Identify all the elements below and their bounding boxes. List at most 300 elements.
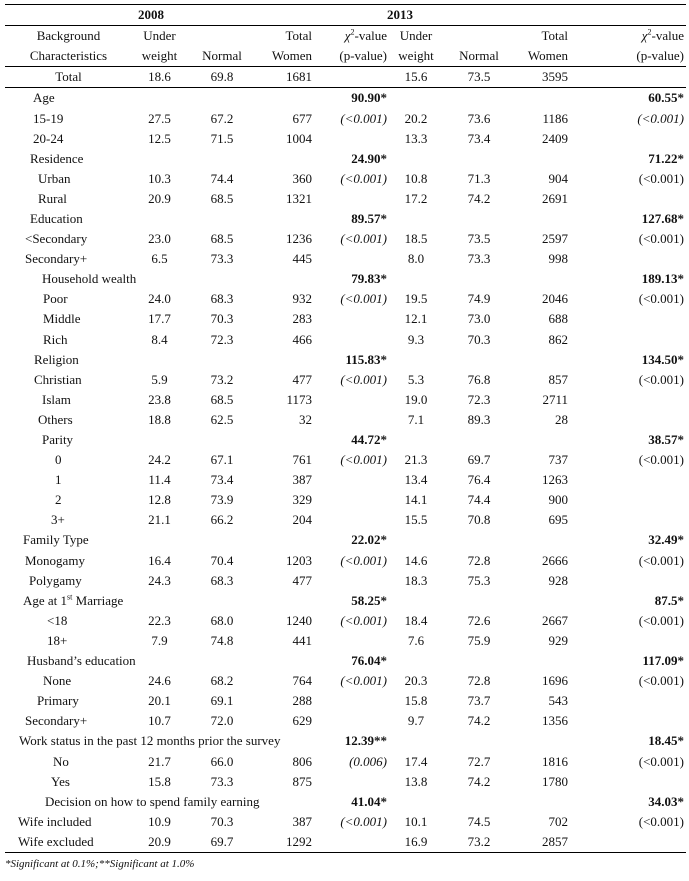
table-row	[5, 470, 686, 490]
cell-normal-2008: 67.2	[210, 110, 234, 126]
cell-total-2013: 2857	[513, 832, 568, 853]
cell-total-2008: 387	[292, 472, 312, 488]
category-title: Age	[33, 90, 55, 106]
cell-normal-2008: 70.3	[210, 311, 234, 327]
cell-p-2008	[312, 249, 387, 269]
cell-normal-2013: 72.3	[467, 391, 491, 407]
cell-normal-2013: 71.3	[467, 170, 491, 186]
cell-p-2008: (<0.001)	[340, 452, 387, 468]
cell-underweight-2013: 18.4	[404, 612, 428, 628]
cell-p-2008	[312, 309, 387, 329]
cell-underweight-2008: 10.9	[148, 813, 171, 829]
row-label: Christian	[34, 371, 82, 387]
cell-total-2013: 28	[555, 411, 568, 427]
row-label: Secondary+	[25, 251, 88, 267]
table-row	[5, 450, 686, 470]
cell-underweight-2013: 19.5	[404, 291, 428, 307]
cell-normal-2013: 73.3	[467, 251, 491, 267]
cell-p-2013	[568, 772, 686, 792]
cell-p-2008	[312, 490, 387, 510]
underweight-heading-2013-1: Under	[387, 26, 445, 47]
cell-p-2008	[312, 189, 387, 209]
underweight-heading-2008-1: Under	[132, 26, 187, 47]
cell-total-2008: 629	[292, 713, 312, 729]
table-row	[5, 812, 686, 832]
cell-underweight-2008: 16.4	[148, 552, 171, 568]
table-row	[5, 490, 686, 510]
category-row	[5, 530, 686, 550]
chi-value-2013: 134.50*	[641, 351, 684, 367]
cell-normal-2013: 70.3	[467, 331, 491, 347]
cell-p-2013	[568, 832, 686, 853]
cell-p-2008	[312, 67, 387, 88]
cell-p-2008: (<0.001)	[340, 552, 387, 568]
total-heading-2013-2: Women	[513, 46, 568, 67]
chi-value-2013: 117.09*	[642, 653, 684, 669]
row-label: Wife excluded	[5, 832, 132, 853]
table-row	[5, 249, 686, 269]
chi-value-2013: 38.57*	[648, 432, 684, 448]
row-label: 3+	[51, 512, 65, 528]
row-label: Polygamy	[29, 572, 82, 588]
cell-underweight-2008: 12.5	[148, 130, 171, 146]
cell-total-2013: 702	[548, 813, 568, 829]
total-heading-2013-1: Total	[513, 26, 568, 47]
cell-total-2013: 998	[548, 251, 568, 267]
chi-value-2013: 71.22*	[648, 150, 684, 166]
cell-total-2013: 1780	[542, 773, 568, 789]
cell-p-2013	[568, 330, 686, 350]
row-label: Islam	[42, 391, 71, 407]
cell-underweight-2008: 17.7	[148, 311, 171, 327]
category-row	[5, 651, 686, 671]
row-label: None	[43, 673, 72, 689]
cell-underweight-2013: 14.6	[404, 552, 428, 568]
cell-p-2013	[568, 249, 686, 269]
cell-p-2013	[568, 309, 686, 329]
chi-value-2013: 87.5*	[654, 592, 684, 608]
cell-total-2008: 329	[292, 492, 312, 508]
underweight-heading-2008-2: weight	[132, 46, 187, 67]
cell-total-2008: 875	[292, 773, 312, 789]
cell-total-2008: 1292	[257, 832, 312, 853]
cell-total-2013: 1186	[542, 110, 568, 126]
cell-underweight-2008: 8.4	[151, 331, 168, 347]
category-row	[5, 731, 686, 751]
total-row	[5, 67, 686, 88]
cell-p-2013: (<0.001)	[638, 552, 684, 568]
chi-value-2008: 24.90*	[351, 150, 387, 166]
cell-normal-2013: 72.6	[467, 612, 491, 628]
year-2013-heading: 2013	[387, 5, 513, 26]
table-row	[5, 510, 686, 530]
cell-total-2008: 204	[292, 512, 312, 528]
table-row	[5, 370, 686, 390]
row-label: Secondary+	[25, 713, 88, 729]
cell-underweight-2008: 12.8	[148, 492, 171, 508]
cell-total-2013: 2711	[542, 391, 568, 407]
cell-total-2013: 862	[548, 331, 568, 347]
chi-value-2013: 60.55*	[648, 90, 684, 106]
cell-normal-2013: 74.2	[467, 190, 491, 206]
row-label: Others	[38, 411, 73, 427]
cell-normal-2013: 75.3	[467, 572, 491, 588]
cell-p-2008	[312, 711, 387, 731]
chi-value-2008: 115.83*	[345, 351, 387, 367]
background-heading-1: Background	[5, 26, 132, 47]
cell-total-2013: 2666	[542, 552, 568, 568]
cell-p-2013	[568, 129, 686, 149]
cell-underweight-2013: 21.3	[404, 452, 428, 468]
chi-value-2008: 89.57*	[351, 210, 387, 226]
normal-heading-2008: Normal	[187, 46, 257, 67]
cell-normal-2008: 62.5	[210, 411, 234, 427]
row-label: Wife included	[18, 813, 92, 829]
table-body	[5, 67, 686, 853]
cell-underweight-2008: 5.9	[151, 371, 168, 387]
cell-underweight-2008: 7.9	[151, 632, 168, 648]
cell-total-2008: 1004	[286, 130, 312, 146]
row-label: Poor	[43, 291, 68, 307]
year-2008-heading: 2008	[132, 5, 257, 26]
cell-total-2008: 477	[292, 572, 312, 588]
category-row	[5, 350, 686, 370]
chi-value-2008: 12.39**	[344, 733, 387, 749]
cell-normal-2008: 69.8	[187, 67, 257, 88]
cell-underweight-2008: 27.5	[148, 110, 171, 126]
cell-normal-2008: 73.3	[210, 773, 234, 789]
cell-total-2013: 928	[548, 572, 568, 588]
cell-underweight-2008: 15.8	[148, 773, 171, 789]
cell-total-2013: 2667	[542, 612, 568, 628]
underweight-heading-2013-2: weight	[387, 46, 445, 67]
cell-normal-2008: 68.5	[210, 391, 234, 407]
cell-total-2013: 543	[548, 693, 568, 709]
chi-value-2013: 127.68*	[641, 210, 684, 226]
category-title: Husband’s education	[27, 653, 136, 669]
category-row	[5, 88, 686, 109]
table-row	[5, 390, 686, 410]
cell-total-2008: 466	[292, 331, 312, 347]
cell-total-2008: 477	[292, 371, 312, 387]
row-label: Yes	[51, 773, 70, 789]
cell-underweight-2013: 18.5	[404, 231, 428, 247]
cell-normal-2008: 74.8	[210, 632, 234, 648]
table-row	[5, 410, 686, 430]
cell-total-2008: 761	[292, 452, 312, 468]
table-row	[5, 108, 686, 128]
cell-total-2008: 1681	[257, 67, 312, 88]
category-row	[5, 269, 686, 289]
cell-underweight-2008: 6.5	[151, 251, 168, 267]
cell-total-2008: 764	[292, 673, 312, 689]
category-title: Parity	[42, 432, 74, 448]
chi-heading-2013-1: $\chi^2$-value	[568, 26, 686, 47]
cell-normal-2008: 68.5	[210, 190, 234, 206]
cell-total-2013: 1816	[542, 753, 568, 769]
cell-total-2008: 32	[299, 411, 312, 427]
cell-underweight-2008: 24.3	[148, 572, 171, 588]
table-row	[5, 289, 686, 309]
cell-total-2013: 1263	[542, 472, 568, 488]
cell-p-2013	[568, 470, 686, 490]
year-header-row	[5, 5, 686, 26]
cell-p-2008	[312, 390, 387, 410]
cell-p-2013	[568, 691, 686, 711]
cell-total-2013: 2597	[542, 231, 568, 247]
cell-total-2008: 1203	[286, 552, 312, 568]
chi-value-2008: 58.25*	[351, 592, 387, 608]
cell-p-2008: (<0.001)	[340, 110, 387, 126]
cell-normal-2013: 73.2	[445, 832, 513, 853]
cell-p-2008: (<0.001)	[340, 673, 387, 689]
category-title: Decision on how to spend family earning	[45, 793, 260, 809]
cell-total-2013: 1696	[542, 673, 568, 689]
cell-underweight-2008: 20.9	[148, 190, 171, 206]
cell-underweight-2013: 12.1	[404, 311, 428, 327]
cell-normal-2013: 74.4	[467, 492, 491, 508]
cell-total-2008: 288	[292, 693, 312, 709]
cell-normal-2013: 72.8	[467, 552, 491, 568]
chi-value-2008: 44.72*	[351, 432, 387, 448]
cell-normal-2013: 74.9	[467, 291, 491, 307]
table-row	[5, 129, 686, 149]
category-row	[5, 792, 686, 812]
cell-underweight-2008: 11.4	[148, 472, 171, 488]
cell-underweight-2013: 16.9	[387, 832, 445, 853]
cell-p-2008: (0.006)	[349, 753, 387, 769]
cell-p-2013	[568, 571, 686, 591]
cell-normal-2013: 76.8	[467, 371, 491, 387]
cell-normal-2008: 69.1	[210, 693, 234, 709]
cell-underweight-2008: 23.0	[148, 231, 171, 247]
cell-total-2013: 900	[548, 492, 568, 508]
cell-total-2013: 929	[548, 632, 568, 648]
cell-underweight-2013: 5.3	[407, 371, 425, 387]
cell-total-2008: 1321	[286, 190, 312, 206]
table-row	[5, 571, 686, 591]
cell-normal-2008: 66.0	[210, 753, 234, 769]
cell-underweight-2013: 18.3	[404, 572, 428, 588]
row-label: 18+	[47, 632, 68, 648]
table-footnote: *Significant at 0.1%;**Significant at 1.0%	[5, 858, 195, 870]
cell-p-2008	[312, 772, 387, 792]
table-row	[5, 691, 686, 711]
table-row	[5, 330, 686, 350]
cell-underweight-2013: 7.6	[407, 632, 425, 648]
cell-underweight-2008: 22.3	[148, 612, 171, 628]
cell-underweight-2008: 24.2	[148, 452, 171, 468]
cell-normal-2013: 73.6	[467, 110, 491, 126]
row-label: Monogamy	[25, 552, 85, 568]
column-header-row-2	[5, 46, 686, 67]
cell-underweight-2013: 19.0	[404, 391, 428, 407]
chi-value-2008: 79.83*	[351, 271, 387, 287]
cell-underweight-2013: 20.3	[404, 673, 428, 689]
cell-total-2013: 904	[548, 170, 568, 186]
cell-underweight-2008: 10.7	[148, 713, 171, 729]
cell-underweight-2013: 17.2	[404, 190, 428, 206]
cell-total-2013: 857	[548, 371, 568, 387]
cell-p-2013	[568, 490, 686, 510]
cell-underweight-2013: 17.4	[404, 753, 428, 769]
cell-total-2013: 2046	[542, 291, 568, 307]
row-label: Urban	[38, 170, 71, 186]
cell-normal-2008: 68.5	[210, 231, 234, 247]
row-label: Primary	[37, 693, 79, 709]
cell-total-2008: 387	[292, 813, 312, 829]
cell-normal-2008: 69.7	[187, 832, 257, 853]
chi-value-2008: 22.02*	[351, 532, 387, 548]
table-row	[5, 772, 686, 792]
cell-total-2008: 283	[292, 311, 312, 327]
cell-p-2008: (<0.001)	[340, 231, 387, 247]
cell-p-2008	[312, 691, 387, 711]
category-title: Work status in the past 12 months prior the survey	[19, 733, 281, 749]
cell-p-2008	[312, 129, 387, 149]
table-row	[5, 189, 686, 209]
chi-value-2013: 18.45*	[648, 733, 684, 749]
cell-p-2013	[568, 410, 686, 430]
cell-normal-2008: 72.3	[210, 331, 234, 347]
cell-p-2013	[568, 510, 686, 530]
total-heading-2008-1: Total	[257, 26, 312, 47]
table-row	[5, 169, 686, 189]
cell-underweight-2013: 7.1	[407, 411, 425, 427]
cell-total-2013: 737	[548, 452, 568, 468]
cell-p-2013	[568, 711, 686, 731]
row-label: 2	[55, 492, 62, 508]
cell-normal-2008: 73.4	[210, 472, 234, 488]
row-label: 20-24	[33, 130, 64, 146]
cell-underweight-2008: 18.6	[132, 67, 187, 88]
cell-normal-2013: 73.0	[467, 311, 491, 327]
cell-p-2013	[568, 390, 686, 410]
cell-normal-2013: 72.8	[467, 673, 491, 689]
total-heading-2008-2: Women	[257, 46, 312, 67]
cell-normal-2008: 73.3	[210, 251, 234, 267]
table-row	[5, 832, 686, 853]
cell-p-2008	[312, 631, 387, 651]
cell-p-2013: (<0.001)	[638, 231, 684, 247]
cell-underweight-2008: 20.9	[132, 832, 187, 853]
row-label: 0	[55, 452, 62, 468]
column-header-row-1	[5, 26, 686, 47]
cell-p-2008	[312, 330, 387, 350]
cell-normal-2013: 73.5	[445, 67, 513, 88]
cell-underweight-2013: 20.2	[404, 110, 428, 126]
cell-normal-2008: 74.4	[210, 170, 234, 186]
cell-total-2013: 1356	[542, 713, 568, 729]
cell-p-2013: (<0.001)	[638, 673, 684, 689]
cell-p-2013: (<0.001)	[638, 813, 684, 829]
cell-p-2008	[312, 410, 387, 430]
category-title: Religion	[34, 351, 79, 367]
cell-normal-2013: 72.7	[467, 753, 491, 769]
row-label: 15-19	[33, 110, 64, 126]
p-heading-2013: (p-value)	[568, 46, 686, 67]
category-title: Education	[30, 210, 83, 226]
row-label: Rural	[38, 190, 67, 206]
cell-p-2008: (<0.001)	[340, 813, 387, 829]
cell-underweight-2013: 10.8	[404, 170, 428, 186]
cell-total-2008: 1240	[286, 612, 312, 628]
cell-underweight-2013: 9.3	[407, 331, 425, 347]
category-title: Age at 1st Marriage	[23, 592, 124, 608]
row-label: Middle	[43, 311, 81, 327]
characteristics-table	[5, 4, 686, 853]
table-row	[5, 671, 686, 691]
cell-p-2013: (<0.001)	[638, 371, 684, 387]
cell-normal-2013: 73.4	[467, 130, 491, 146]
chi-value-2008: 76.04*	[351, 653, 387, 669]
table-row	[5, 611, 686, 631]
cell-normal-2008: 68.3	[210, 291, 234, 307]
row-label: Total	[5, 67, 132, 88]
cell-normal-2013: 75.9	[467, 632, 491, 648]
cell-total-2008: 1236	[286, 231, 312, 247]
cell-underweight-2013: 15.8	[404, 693, 428, 709]
cell-underweight-2013: 15.5	[404, 512, 428, 528]
cell-normal-2008: 73.2	[210, 371, 234, 387]
table-row	[5, 711, 686, 731]
cell-normal-2008: 67.1	[210, 452, 234, 468]
table-row	[5, 751, 686, 771]
cell-total-2013: 3595	[513, 67, 568, 88]
p-heading-2008: (p-value)	[312, 46, 387, 67]
cell-total-2008: 1173	[286, 391, 312, 407]
chi-value-2013: 189.13*	[641, 271, 684, 287]
cell-total-2008: 677	[292, 110, 312, 126]
cell-underweight-2008: 24.6	[148, 673, 171, 689]
category-row	[5, 591, 686, 611]
row-label: 1	[55, 472, 62, 488]
cell-p-2008: (<0.001)	[340, 371, 387, 387]
cell-normal-2008: 72.0	[210, 713, 234, 729]
cell-underweight-2008: 21.7	[148, 753, 171, 769]
cell-normal-2008: 71.5	[210, 130, 234, 146]
cell-p-2013: (<0.001)	[638, 170, 684, 186]
cell-total-2008: 932	[292, 291, 312, 307]
cell-underweight-2008: 23.8	[148, 391, 171, 407]
cell-normal-2013: 73.5	[467, 231, 491, 247]
category-row	[5, 149, 686, 169]
category-title: Household wealth	[42, 271, 137, 287]
cell-total-2013: 688	[548, 311, 568, 327]
chi-value-2013: 32.49*	[648, 532, 684, 548]
cell-p-2013	[568, 67, 686, 88]
row-label: <Secondary	[25, 231, 88, 247]
cell-underweight-2013: 10.1	[404, 813, 428, 829]
chi-value-2008: 90.90*	[351, 90, 387, 106]
cell-total-2013: 695	[548, 512, 568, 528]
cell-underweight-2013: 13.8	[404, 773, 428, 789]
cell-total-2013: 2409	[542, 130, 568, 146]
row-label: No	[53, 753, 69, 769]
cell-total-2008: 360	[292, 170, 312, 186]
cell-p-2008	[312, 470, 387, 490]
cell-underweight-2013: 13.4	[404, 472, 428, 488]
cell-normal-2013: 89.3	[467, 411, 491, 427]
cell-underweight-2008: 21.1	[148, 512, 171, 528]
cell-normal-2008: 66.2	[210, 512, 234, 528]
cell-total-2013: 2691	[542, 190, 568, 206]
cell-p-2013: (<0.001)	[638, 452, 684, 468]
cell-p-2013: (<0.001)	[638, 291, 684, 307]
cell-underweight-2008: 18.8	[148, 411, 171, 427]
chi-heading-2008-1: $\chi^2$-value	[312, 26, 387, 47]
cell-total-2008: 445	[292, 251, 312, 267]
